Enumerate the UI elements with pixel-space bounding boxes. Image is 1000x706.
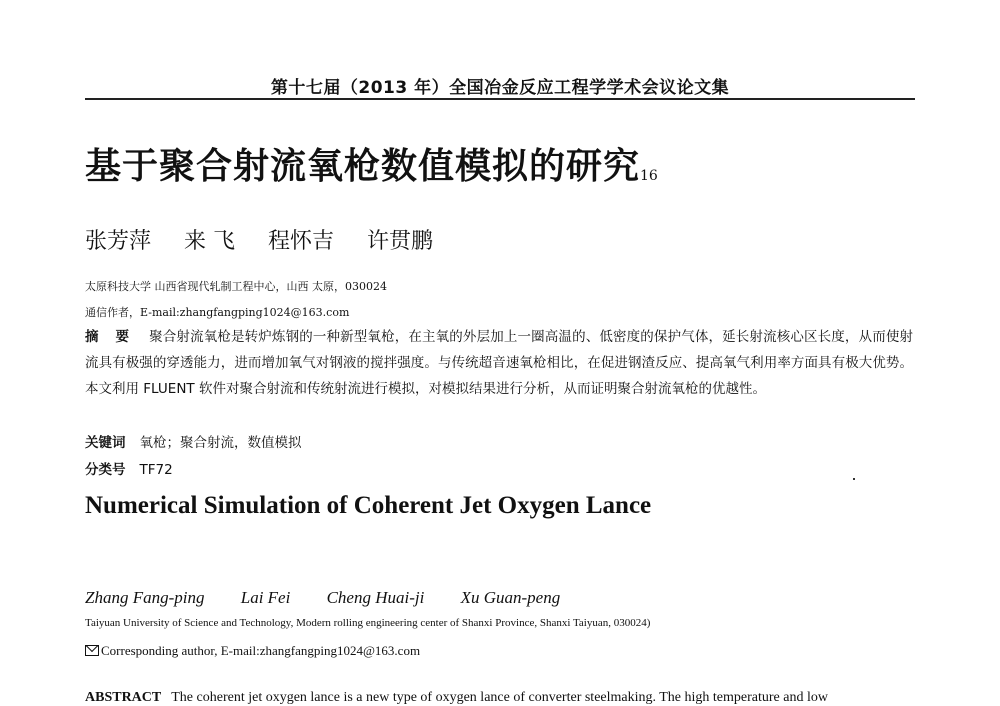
abstract-text-cn: 聚合射流氧枪是转炉炼钢的一种新型氧枪，在主氧的外层加上一圈高温的、低密度的保护气体，延长射流核心区长度，从而使射流具有极强的穿透能力，进而增加氧气对钢液的搅拌强度。与传统超音速氧枪相比，在促进钢渣反应、提高氧气利用率方面具有极大优势。本文利用 FLUENT 软件对聚合射流和传统射流进行模拟，对模拟结果进行分析，从而证明聚合射流氧枪的优越性。: [85, 329, 914, 397]
title-footnote-marker: 16: [640, 168, 658, 184]
author-en: Lai Fei: [240, 588, 291, 607]
authors-cn: [85, 224, 459, 255]
classification-label-cn: 分类号: [85, 462, 126, 478]
author-cn: 许贯鹏: [367, 229, 434, 254]
paper-title-en: Numerical Simulation of Coherent Jet Oxygen Lance: [85, 492, 652, 519]
affiliation-en: Taiyuan University of Science and Technology, Modern rolling engineering center of Shanxi Province, Shanxi Taiyuan, 030024): [85, 617, 651, 629]
keywords-label-cn: 关键词: [85, 435, 126, 451]
authors-en: [85, 588, 592, 608]
paper-title-cn-text: 基于聚合射流氧枪数值模拟的研究: [85, 146, 641, 187]
author-cn: 张芳萍: [85, 229, 152, 254]
author-en: Xu Guan-peng: [460, 588, 561, 607]
envelope-icon: [85, 645, 99, 656]
correspondence-en-text: Corresponding author, E-mail:zhangfangping1024@163.com: [101, 643, 421, 658]
keywords-text-cn: 氧枪；聚合射流，数值模拟: [139, 435, 302, 451]
author-en: Zhang Fang-ping: [85, 588, 205, 607]
abstract-en: [85, 690, 828, 706]
abstract-label-cn: 摘 要: [85, 329, 136, 345]
classification-cn: [85, 458, 173, 478]
abstract-label-en: ABSTRACT: [85, 690, 162, 705]
affiliation-cn: 太原科技大学 山西省现代轧制工程中心，山西 太原，030024: [85, 280, 387, 293]
abstract-cn: [85, 324, 913, 402]
author-cn: 程怀吉: [268, 229, 335, 254]
abstract-text-en: The coherent jet oxygen lance is a new type of oxygen lance of converter steelmaking. The high temperature and low: [171, 690, 828, 705]
running-head: 第十七届（2013 年）全国冶金反应工程学学术会议论文集: [270, 78, 730, 98]
scan-speck: [853, 478, 855, 480]
correspondence-cn: 通信作者，E-mail:zhangfangping1024@163.com: [85, 306, 350, 319]
author-cn: 来 飞: [184, 229, 236, 254]
classification-code: TF72: [139, 462, 173, 478]
header-rule: [85, 98, 915, 100]
keywords-cn: [85, 431, 302, 451]
paper-title-cn: [85, 138, 658, 189]
correspondence-en: [85, 643, 420, 659]
author-en: Cheng Huai-ji: [326, 588, 425, 607]
